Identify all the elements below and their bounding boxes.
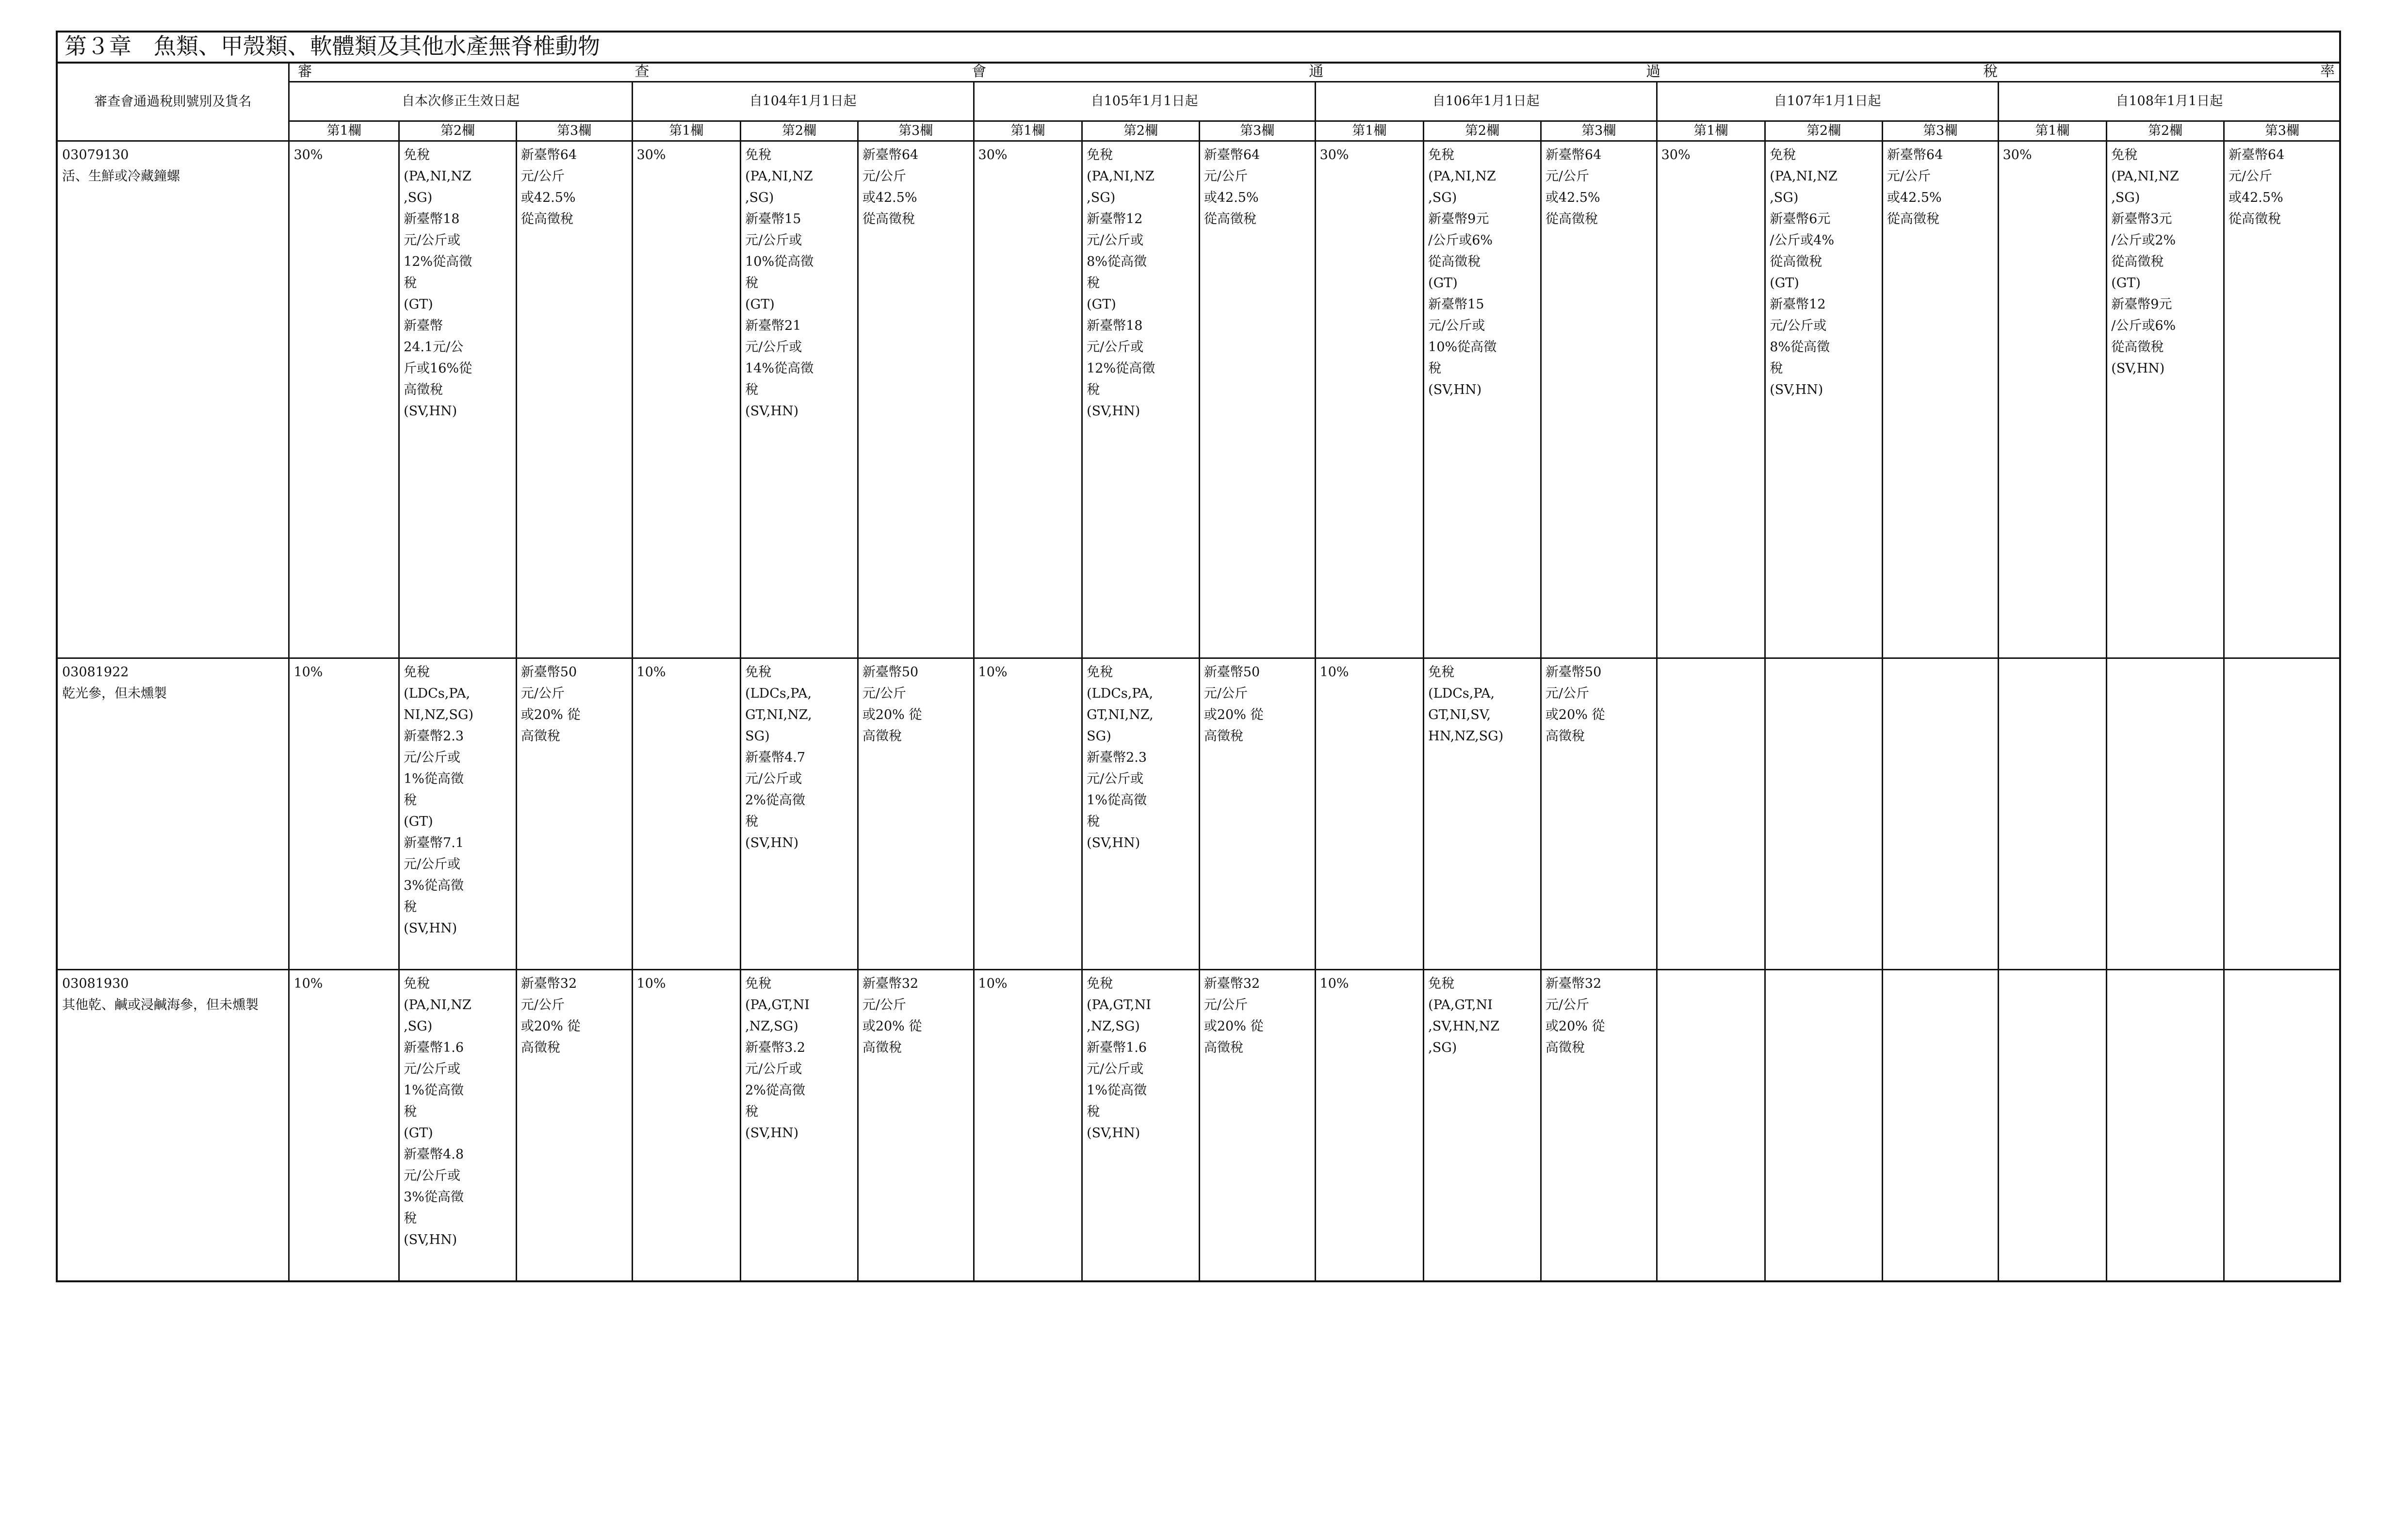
rate-cell (974, 658, 1082, 970)
rate-cell (2224, 141, 2340, 658)
rate-text: 新臺幣50 元/公斤 或20% 從 高徵稅 (521, 665, 581, 744)
column-label: 第3欄 (1199, 121, 1315, 141)
table-row (57, 141, 2341, 658)
tariff-code: 03081930 (62, 976, 129, 992)
rate-text: 30% (636, 147, 666, 163)
rate-cell (1882, 141, 1998, 658)
rate-text (1658, 659, 1765, 665)
column-label: 第2欄 (1082, 121, 1200, 141)
rate-text: 10% (636, 976, 666, 992)
rate-header-char: 會 (972, 63, 987, 80)
rate-cell (1199, 141, 1315, 658)
column-label: 第3欄 (516, 121, 632, 141)
rate-cell (1315, 970, 1424, 1282)
rate-text (1999, 659, 2106, 665)
chapter-title: 第３章 魚類、甲殼類、軟體類及其他水產無脊椎動物 (56, 31, 2341, 64)
rate-text (2225, 659, 2340, 665)
rate-cell (1199, 970, 1315, 1282)
rate-cell (1657, 141, 1765, 658)
rate-cell (1657, 658, 1765, 970)
rate-cell (1765, 658, 1883, 970)
rate-cell (2107, 141, 2224, 658)
column-label: 第1欄 (974, 121, 1082, 141)
rate-cell (289, 970, 399, 1282)
column-label: 第3欄 (1541, 121, 1657, 141)
column-label: 第1欄 (1998, 121, 2107, 141)
rate-cell (632, 141, 741, 658)
rate-text (1658, 970, 1765, 976)
rate-text: 新臺幣32 元/公斤 或20% 從 高徵稅 (862, 976, 922, 1056)
rate-cell (1998, 970, 2107, 1282)
rate-cell (741, 658, 858, 970)
column-label: 第3欄 (858, 121, 974, 141)
goods-header: 審查會通過稅則號別及貨名 (57, 63, 289, 141)
rate-text: 30% (2002, 147, 2032, 163)
column-label: 第1欄 (1315, 121, 1424, 141)
rate-text: 免稅 (PA,GT,NI ,NZ,SG) 新臺幣1.6 元/公斤或 1%從高徵 稅 (SV,HN) (1087, 976, 1151, 1141)
rate-header-char: 通 (1309, 63, 1324, 80)
period-header: 自105年1月1日起 (974, 82, 1315, 121)
rate-text: 免稅 (LDCs,PA, NI,NZ,SG) 新臺幣2.3 元/公斤或 1%從高徵 稅 (GT) 新臺幣7.1 元/公斤或 3%從高徵 稅 (SV,HN) (404, 665, 474, 936)
rate-cell (858, 970, 974, 1282)
rate-text (2107, 970, 2223, 976)
rate-cell (1765, 970, 1883, 1282)
rate-text (1766, 659, 1882, 665)
rate-text: 新臺幣64 元/公斤 或42.5% 從高徵稅 (1545, 147, 1602, 227)
rate-text: 10% (978, 976, 1008, 992)
rate-cell (1541, 970, 1657, 1282)
column-label: 第3欄 (2224, 121, 2340, 141)
rate-cell (858, 141, 974, 658)
rate-cell (974, 141, 1082, 658)
rate-text (1766, 970, 1882, 976)
rate-text: 免稅 (PA,NI,NZ ,SG) 新臺幣3元 /公斤或2% 從高徵稅 (GT) 新臺幣9元 /公斤或6% 從高徵稅 (SV,HN) (2111, 147, 2179, 376)
column-label: 第2欄 (1424, 121, 1541, 141)
rate-cell (632, 658, 741, 970)
tariff-code: 03081922 (62, 665, 129, 680)
goods-cell (57, 141, 289, 658)
rate-text: 30% (1319, 147, 1349, 163)
rate-cell (1882, 658, 1998, 970)
rate-cell (399, 658, 517, 970)
rate-cell (858, 658, 974, 970)
column-label: 第3欄 (1882, 121, 1998, 141)
rate-cell (1424, 970, 1541, 1282)
goods-name: 乾光參，但未燻製 (62, 686, 167, 702)
rate-cell (1082, 658, 1200, 970)
rate-text: 新臺幣50 元/公斤 或20% 從 高徵稅 (1545, 665, 1605, 744)
rate-header-char: 稅 (1983, 63, 1998, 80)
rate-cell (741, 970, 858, 1282)
rate-text: 10% (1319, 976, 1349, 992)
period-header: 自本次修正生效日起 (289, 82, 632, 121)
rate-cell (2224, 658, 2340, 970)
rate-text (1883, 970, 1998, 976)
rate-text: 新臺幣32 元/公斤 或20% 從 高徵稅 (1204, 976, 1264, 1056)
rate-cell (1082, 141, 1200, 658)
rate-text: 30% (293, 147, 323, 163)
column-label: 第1欄 (632, 121, 741, 141)
rate-cell (1657, 970, 1765, 1282)
rate-cell (289, 141, 399, 658)
rate-cell (399, 970, 517, 1282)
rate-cell (516, 658, 632, 970)
table-row (57, 970, 2341, 1282)
period-header: 自104年1月1日起 (632, 82, 974, 121)
rate-cell (1082, 970, 1200, 1282)
rate-text: 10% (1319, 665, 1349, 680)
rate-cell (1882, 970, 1998, 1282)
rate-text: 免稅 (PA,GT,NI ,SV,HN,NZ ,SG) (1428, 976, 1500, 1056)
rate-header-char: 過 (1646, 63, 1661, 80)
column-label: 第2欄 (741, 121, 858, 141)
goods-cell (57, 658, 289, 970)
rate-text: 免稅 (PA,GT,NI ,NZ,SG) 新臺幣3.2 元/公斤或 2%從高徵 稅 (SV,HN) (745, 976, 810, 1141)
column-label: 第1欄 (1657, 121, 1765, 141)
rate-header-char: 率 (2320, 63, 2335, 80)
rate-text: 免稅 (PA,NI,NZ ,SG) 新臺幣12 元/公斤或 8%從高徵 稅 (GT) 新臺幣18 元/公斤或 12%從高徵 稅 (SV,HN) (1087, 147, 1155, 419)
rate-text: 免稅 (PA,NI,NZ ,SG) 新臺幣9元 /公斤或6% 從高徵稅 (GT) 新臺幣15 元/公斤或 10%從高徵 稅 (SV,HN) (1428, 147, 1497, 397)
rate-text: 新臺幣32 元/公斤 或20% 從 高徵稅 (1545, 976, 1605, 1056)
rate-cell (1424, 141, 1541, 658)
rate-cell (741, 141, 858, 658)
rate-cell (289, 658, 399, 970)
rate-text: 新臺幣64 元/公斤 或42.5% 從高徵稅 (1204, 147, 1260, 227)
rate-cell (974, 970, 1082, 1282)
rate-cell (516, 970, 632, 1282)
rate-text: 新臺幣50 元/公斤 或20% 從 高徵稅 (1204, 665, 1264, 744)
rate-text: 免稅 (PA,NI,NZ ,SG) 新臺幣15 元/公斤或 10%從高徵 稅 (GT) 新臺幣21 元/公斤或 14%從高徵 稅 (SV,HN) (745, 147, 814, 419)
rate-cell (1315, 141, 1424, 658)
rate-text: 新臺幣64 元/公斤 或42.5% 從高徵稅 (1887, 147, 1943, 227)
table-row (57, 658, 2341, 970)
period-header: 自107年1月1日起 (1657, 82, 1998, 121)
rate-text (2107, 659, 2223, 665)
tariff-table (56, 62, 2341, 1282)
column-label: 第2欄 (399, 121, 517, 141)
rate-cell (632, 970, 741, 1282)
goods-cell (57, 970, 289, 1282)
rate-text: 新臺幣50 元/公斤 或20% 從 高徵稅 (862, 665, 922, 744)
rate-text: 新臺幣64 元/公斤 或42.5% 從高徵稅 (2228, 147, 2285, 227)
rate-text: 免稅 (PA,NI,NZ ,SG) 新臺幣1.6 元/公斤或 1%從高徵 稅 (GT) 新臺幣4.8 元/公斤或 3%從高徵 稅 (SV,HN) (404, 976, 472, 1248)
rate-text: 新臺幣64 元/公斤 或42.5% 從高徵稅 (862, 147, 919, 227)
rate-cell (1765, 141, 1883, 658)
rate-text: 新臺幣64 元/公斤 或42.5% 從高徵稅 (521, 147, 577, 227)
rate-cell (1998, 658, 2107, 970)
column-label: 第2欄 (1765, 121, 1883, 141)
tariff-code: 03079130 (62, 147, 129, 163)
rate-text: 新臺幣32 元/公斤 或20% 從 高徵稅 (521, 976, 581, 1056)
rate-cell (516, 141, 632, 658)
rate-cell (1998, 141, 2107, 658)
rate-cell (2107, 970, 2224, 1282)
rate-header-char: 查 (635, 63, 650, 80)
period-header: 自108年1月1日起 (1998, 82, 2340, 121)
rate-text: 30% (978, 147, 1008, 163)
rate-cell (1541, 141, 1657, 658)
rate-text (1883, 659, 1998, 665)
rate-cell (2224, 970, 2340, 1282)
rate-text: 免稅 (PA,NI,NZ ,SG) 新臺幣6元 /公斤或4% 從高徵稅 (GT) 新臺幣12 元/公斤或 8%從高徵 稅 (SV,HN) (1770, 147, 1838, 397)
rate-text: 免稅 (LDCs,PA, GT,NI,SV, HN,NZ,SG) (1428, 665, 1504, 744)
rate-text: 免稅 (LDCs,PA, GT,NI,NZ, SG) 新臺幣2.3 元/公斤或 1%從高徵 稅 (SV,HN) (1087, 665, 1154, 851)
rate-cell (1315, 658, 1424, 970)
rate-text: 30% (1661, 147, 1691, 163)
goods-name: 其他乾、鹹或浸鹹海參，但未燻製 (62, 998, 259, 1013)
column-label: 第1欄 (289, 121, 399, 141)
rate-text: 免稅 (PA,NI,NZ ,SG) 新臺幣18 元/公斤或 12%從高徵 稅 (GT) 新臺幣 24.1元/公 斤或16%從 高徵稅 (SV,HN) (404, 147, 472, 419)
goods-name: 活、生鮮或冷藏鐘螺 (62, 169, 180, 184)
rate-header (289, 63, 2341, 82)
rate-cell (1199, 658, 1315, 970)
rate-text: 10% (636, 665, 666, 680)
rate-text: 10% (293, 976, 323, 992)
rate-text (2225, 970, 2340, 976)
rate-cell (1541, 658, 1657, 970)
column-label: 第2欄 (2107, 121, 2224, 141)
rate-text (1999, 970, 2106, 976)
rate-text: 10% (978, 665, 1008, 680)
rate-text: 免稅 (LDCs,PA, GT,NI,NZ, SG) 新臺幣4.7 元/公斤或 2%從高徵 稅 (SV,HN) (745, 665, 812, 851)
rate-cell (1424, 658, 1541, 970)
rate-text: 10% (293, 665, 323, 680)
rate-header-char: 審 (297, 63, 312, 80)
rate-cell (2107, 658, 2224, 970)
period-header: 自106年1月1日起 (1315, 82, 1657, 121)
rate-cell (399, 141, 517, 658)
